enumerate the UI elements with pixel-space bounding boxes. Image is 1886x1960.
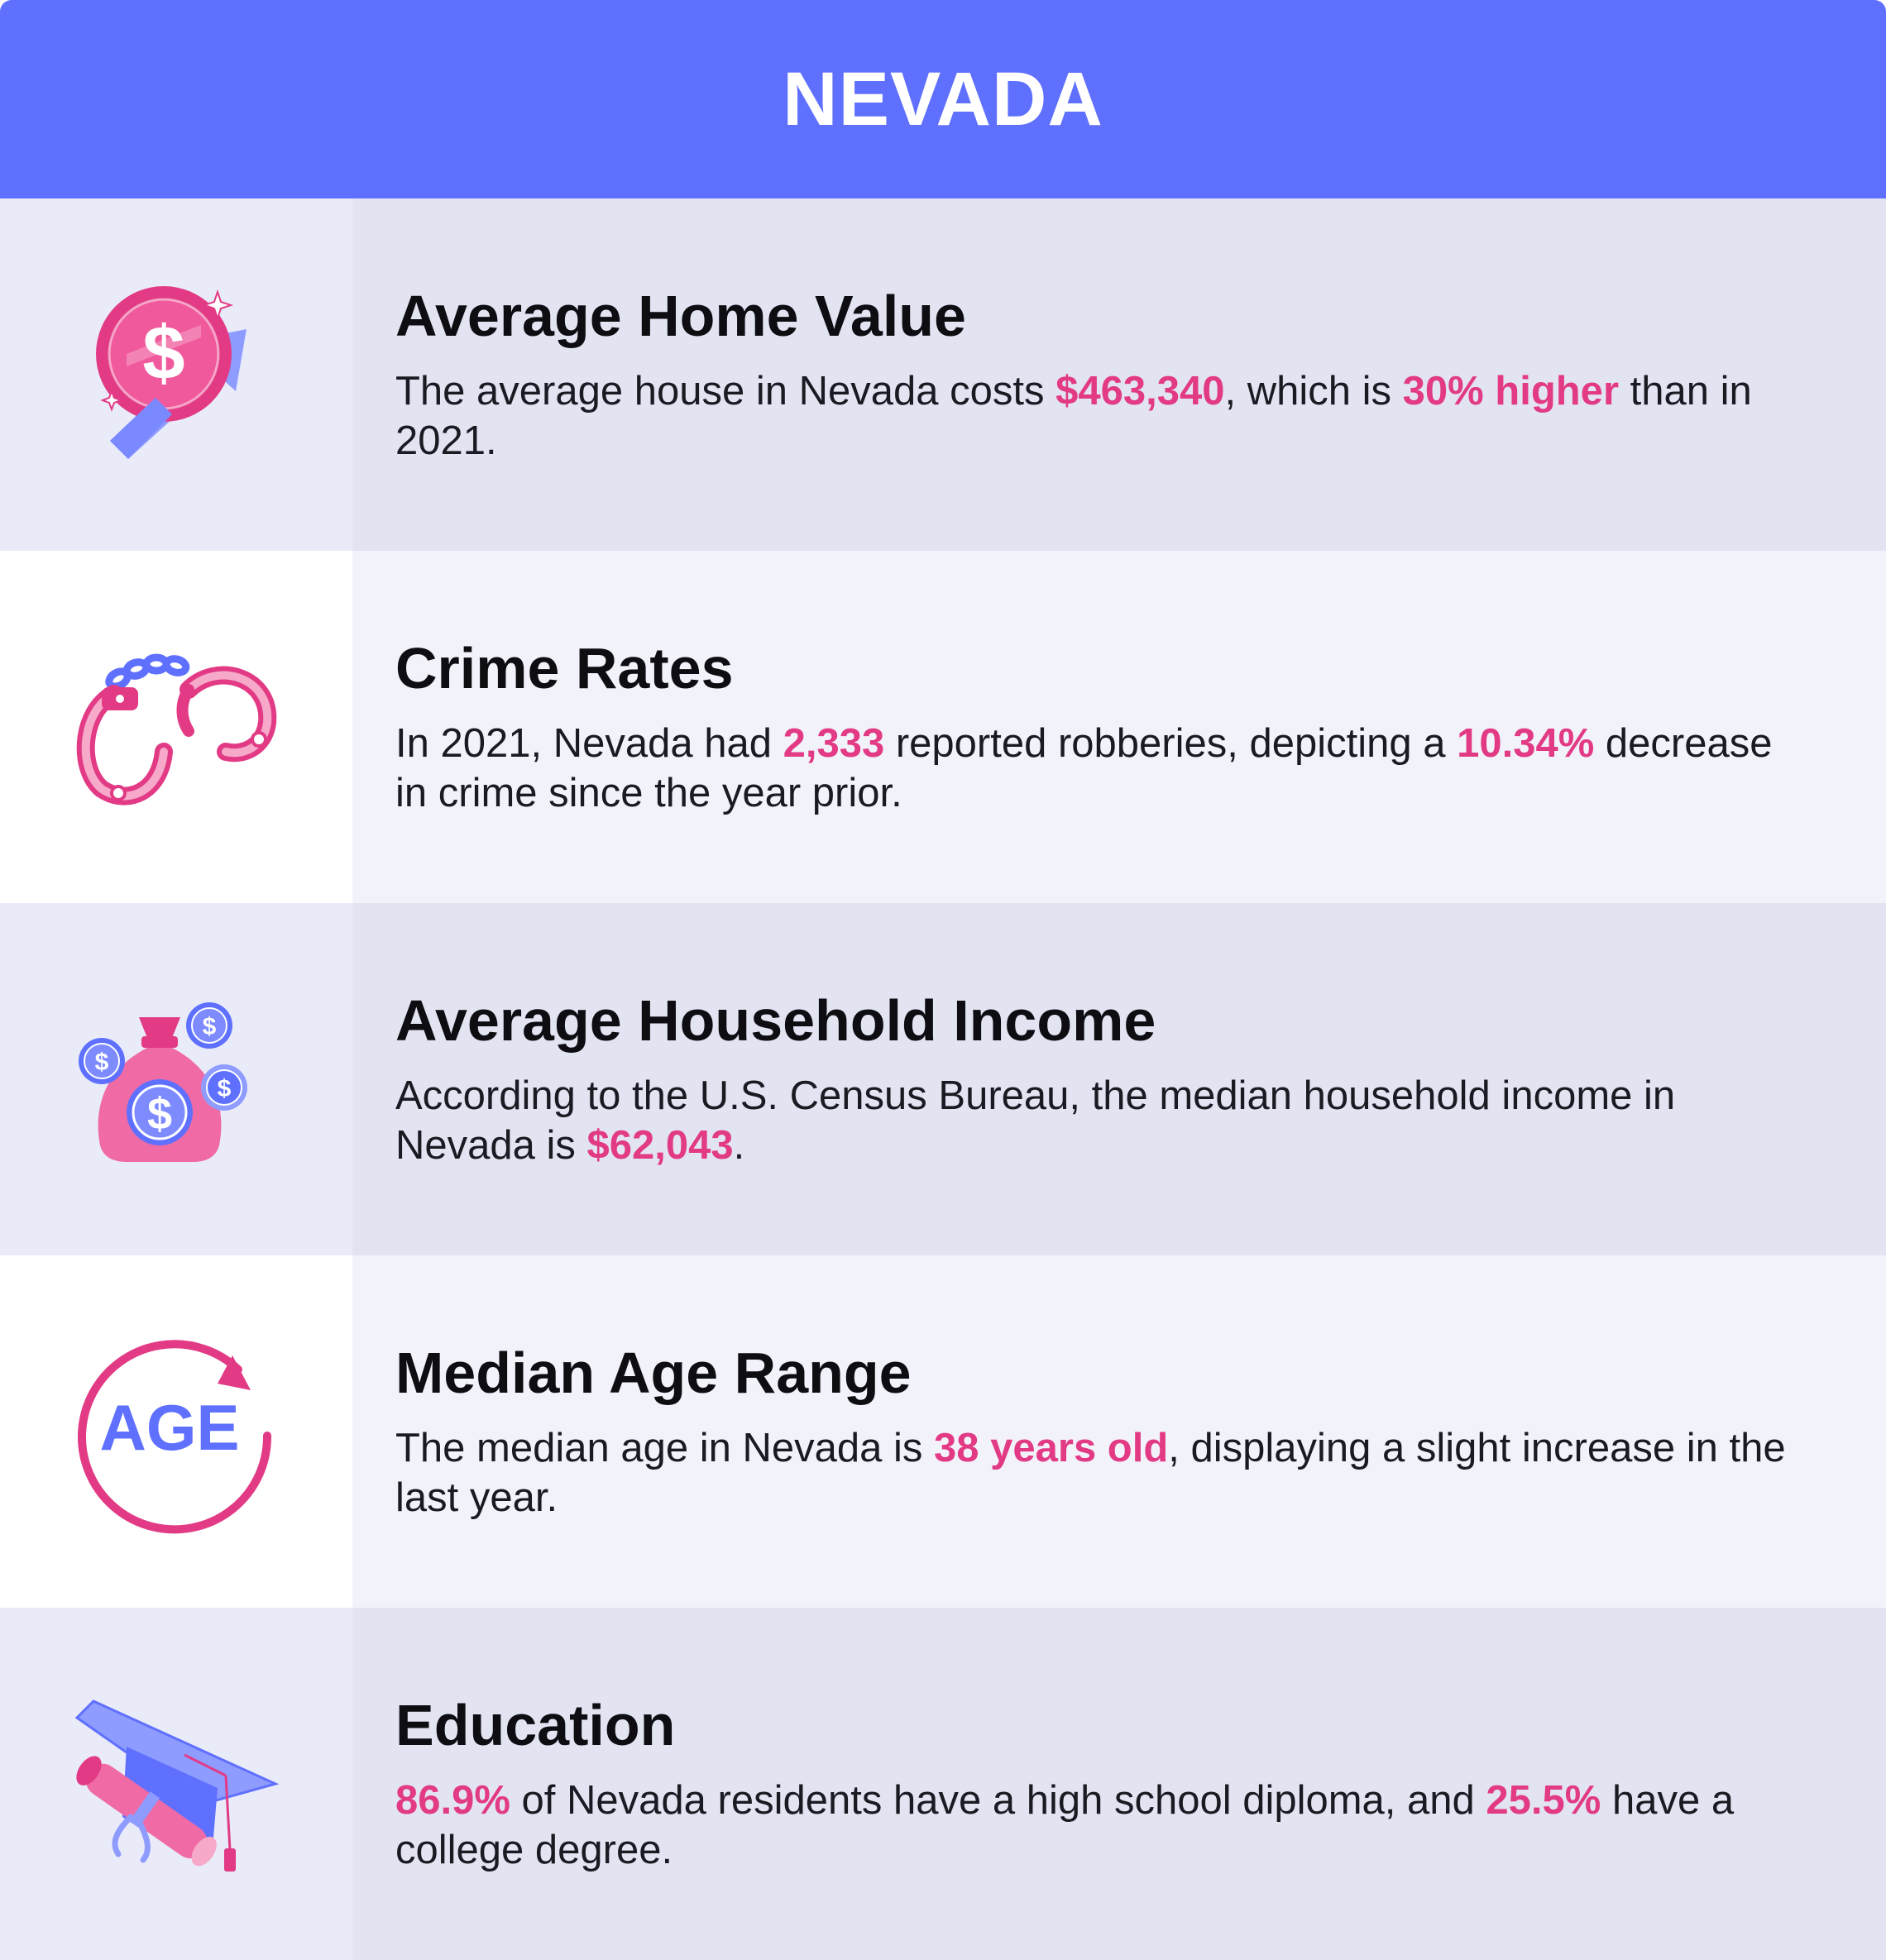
age-cycle-icon <box>69 1324 284 1539</box>
age-icon-label: AGE <box>99 1391 240 1464</box>
text-run: According to the U.S. Census Bureau, the median household income in Nevada is <box>395 1073 1676 1168</box>
section-education <box>0 1608 1886 1960</box>
section-description <box>395 719 1795 818</box>
svg-text:$: $ <box>217 1075 232 1102</box>
icon-cell <box>0 1255 352 1608</box>
svg-text:$: $ <box>202 1013 217 1040</box>
highlight-value: 2,333 <box>783 720 885 766</box>
text-run: have a college degree. <box>395 1777 1735 1872</box>
highlight-value: $463,340 <box>1055 368 1225 414</box>
text-cell <box>352 551 1886 903</box>
text-run: The median age in Nevada is <box>395 1425 934 1470</box>
text-cell <box>352 198 1886 551</box>
section-title: Average Household Income <box>395 987 1156 1053</box>
graduation-cap-diploma-icon <box>60 1685 292 1883</box>
section-description <box>395 366 1795 466</box>
money-bag-icon <box>77 988 275 1170</box>
page-title: NEVADA <box>783 56 1103 141</box>
text-run: . <box>733 1122 745 1168</box>
svg-text:$: $ <box>94 1049 109 1076</box>
section-title: Average Home Value <box>395 283 966 348</box>
section-description <box>395 1423 1795 1523</box>
icon-cell <box>0 903 352 1255</box>
section-home-value <box>0 198 1886 551</box>
highlight-value: 86.9% <box>395 1777 510 1823</box>
text-cell <box>352 903 1886 1255</box>
icon-cell <box>0 1608 352 1960</box>
highlight-value: 10.34% <box>1457 720 1595 766</box>
section-title: Median Age Range <box>395 1340 912 1405</box>
section-title: Crime Rates <box>395 635 734 700</box>
text-run: , displaying a slight increase in the last year. <box>395 1425 1786 1520</box>
svg-text:$: $ <box>142 311 185 395</box>
section-title: Education <box>395 1692 676 1757</box>
highlight-value: 30% higher <box>1402 368 1620 414</box>
text-cell <box>352 1255 1886 1608</box>
section-median-age <box>0 1255 1886 1608</box>
text-run: decrease in crime since the year prior. <box>395 720 1773 815</box>
text-cell <box>352 1608 1886 1960</box>
text-run: than in 2021. <box>395 368 1752 463</box>
icon-cell <box>0 198 352 551</box>
highlight-value: 25.5% <box>1486 1777 1601 1823</box>
svg-text:$: $ <box>146 1089 173 1139</box>
text-run: of Nevada residents have a high school diploma, and <box>510 1777 1486 1823</box>
text-run: The average house in Nevada costs <box>395 368 1056 414</box>
section-description <box>395 1071 1795 1170</box>
text-run: , which is <box>1224 368 1403 414</box>
highlight-value: 38 years old <box>934 1425 1169 1470</box>
handcuffs-icon <box>69 644 284 810</box>
highlight-value: $62,043 <box>586 1122 734 1168</box>
text-run: reported robberies, depicting a <box>884 720 1458 766</box>
section-description <box>395 1776 1795 1875</box>
text-run: In 2021, Nevada had <box>395 720 783 766</box>
icon-cell <box>0 551 352 903</box>
section-household-income <box>0 903 1886 1255</box>
header-banner <box>0 0 1886 198</box>
section-crime-rates <box>0 551 1886 903</box>
dollar-coin-up-arrow-icon <box>77 275 275 474</box>
